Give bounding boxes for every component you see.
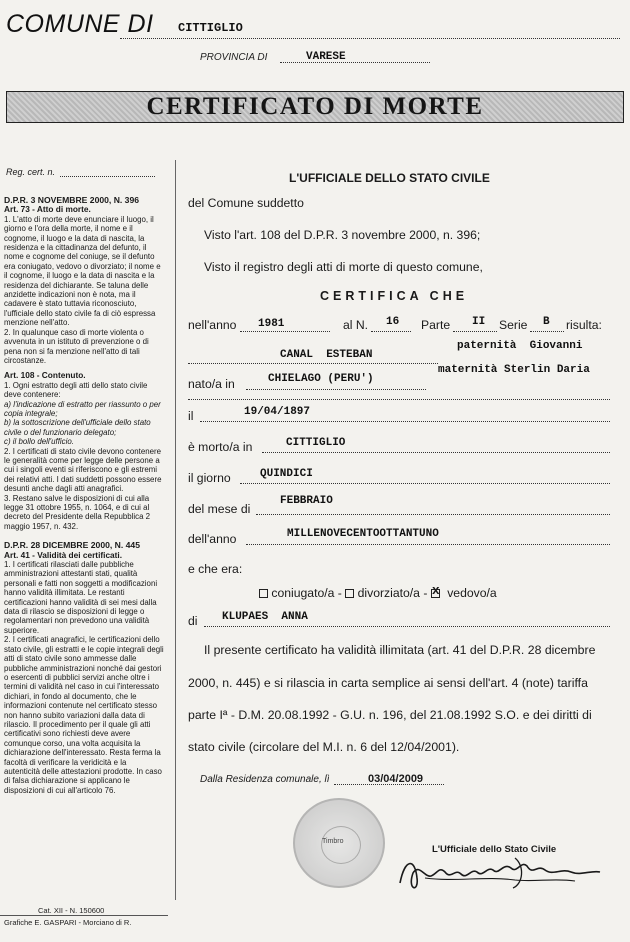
parte-label: Parte [421, 318, 451, 332]
comune-label: COMUNE DI [6, 10, 154, 38]
nato-dotted-line [246, 389, 426, 390]
catalog-number: Cat. XII - N. 150600 [38, 906, 105, 915]
provincia-label: PROVINCIA DI [200, 52, 268, 63]
coniugato-label: coniugato/a - [271, 586, 342, 600]
art108-paragraph-2: 2. I certificati di stato civile devono contenere le generalità come per legge delle persone a cui i singoli eventi si riferiscono e gli estremi dei relativi atti. I dati suddetti possono essere desunti anche dagli atti anagrafici. [4, 446, 162, 494]
mese-value: FEBBRAIO [280, 495, 333, 507]
art108-title: Art. 108 - Contenuto. [4, 370, 86, 381]
reg-cert-dotted-line [60, 176, 155, 177]
signature-title: L'Ufficiale dello Stato Civile [432, 844, 557, 855]
validity-line-3: parte Iª - D.M. 20.08.1992 - G.U. n. 196, del 21.08.1992 S.O. e dei diritti di [188, 708, 592, 722]
il-label: il [188, 409, 194, 423]
parte-value: II [472, 316, 486, 328]
serie-label: Serie [499, 318, 528, 332]
art41-title: Art. 41 - Validità dei certificati. [4, 549, 123, 560]
di-dotted-line [204, 626, 610, 627]
art41-paragraph-1: 1. I certificati rilasciati dalle pubbliche amministrazioni attestanti stati, qualità personali e fatti non soggetti a modificazioni hanno validità illimitata. Le restanti certificazioni hanno validità di sei mesi dalla data di rilascio se disposizioni di legge o regolamentari non prevedono una validità superiore. [4, 560, 158, 635]
footer-rule [0, 915, 168, 916]
name-value: CANAL ESTEBAN [280, 349, 373, 361]
anno-value: 1981 [258, 318, 285, 330]
mese-label: del mese di [188, 502, 251, 516]
vedovo-checkbox[interactable] [431, 583, 440, 598]
il-dotted-line [200, 421, 610, 422]
printer-credit: Grafiche E. GASPARI - Morciano di R. [4, 918, 132, 927]
validity-line-1: Il presente certificato ha validità illimitata (art. 41 del D.P.R. 28 dicembre [204, 643, 596, 657]
di-label: di [188, 614, 198, 628]
line-comune: del Comune suddetto [188, 196, 304, 210]
di-value: KLUPAES ANNA [222, 611, 308, 623]
era-label: e che era: [188, 562, 243, 576]
reg-cert-label: Reg. cert. n. [6, 167, 56, 177]
parte-dotted-line [453, 331, 497, 332]
comune-dotted-line [120, 38, 620, 39]
officer-signature [395, 848, 605, 898]
residenza-value: 03/04/2009 [368, 773, 424, 785]
nato-label: nato/a in [188, 377, 235, 391]
art108-paragraph-1: 1. Ogni estratto degli atti dello stato civile deve contenere: [4, 380, 148, 400]
provincia-dotted-line [280, 62, 430, 63]
n-dotted-line [371, 331, 411, 332]
anno-dotted-line [240, 331, 330, 332]
risulta-label: risulta: [566, 318, 602, 332]
legal-notes [4, 196, 164, 795]
document-title: CERTIFICATO DI MORTE [146, 93, 484, 120]
vedovo-label: vedovo/a [447, 586, 497, 600]
mese-dotted-line [256, 514, 610, 515]
danno-label: dell'anno [188, 532, 237, 546]
art73-paragraph-1: 1. L'atto di morte deve enunciare il luogo, il giorno e l'ora della morte, il nome e il cognome, il luogo e la data di nascita, la residenza e la cittadinanza del defunto, il nome e cognome del coniuge, se il defunto era coniugato, vedovo o divorziato; il nome e il cognome, il luogo e la data di nascita e la residenza del dichiarante. Se taluna delle anzidette indicazioni non è nota, ma il cadavere è stato tuttavia riconosciuto, l'ufficiale dello stato civile fa di ciò espressa menzione nell'atto. [4, 214, 161, 328]
law2-title: D.P.R. 28 DICEMBRE 2000, N. 445 [4, 540, 140, 551]
stamp-label: Timbro [322, 838, 344, 845]
line-visto-1: Visto l'art. 108 del D.P.R. 3 novembre 2000, n. 396; [204, 228, 481, 242]
officer-title: L'UFFICIALE DELLO STATO CIVILE [289, 171, 490, 185]
status-row [259, 583, 497, 600]
art73-paragraph-2: 2. In qualunque caso di morte violenta o avvenuta in un istituto di prevenzione o di pena non si fa menzione nell'atto di tali circostanze. [4, 327, 149, 365]
coniugato-checkbox[interactable] [259, 589, 268, 598]
provincia-value: VARESE [306, 51, 346, 63]
validity-line-2: 2000, n. 445) e si rilascia in carta semplice ai sensi dell'art. 4 (note) tariffa [188, 676, 588, 690]
line-visto-2: Visto il registro degli atti di morte di questo comune, [204, 260, 483, 274]
divorziato-label: divorziato/a - [357, 586, 428, 600]
anno-label: nell'anno [188, 318, 237, 332]
certifica-heading: CERTIFICA CHE [320, 289, 469, 303]
serie-value: B [543, 316, 550, 328]
column-divider [175, 160, 176, 900]
nato-value: CHIELAGO (PERU') [268, 373, 374, 385]
danno-dotted-line [246, 544, 610, 545]
art108-item-c: c) il bollo dell'ufficio. [4, 437, 74, 447]
nato-rule [188, 399, 610, 400]
morto-label: è morto/a in [188, 440, 253, 454]
serie-dotted-line [530, 331, 564, 332]
maternita-value: maternità Sterlin Daria [438, 364, 590, 376]
n-value: 16 [386, 316, 400, 328]
morto-value: CITTIGLIO [286, 437, 346, 449]
n-label: al N. [343, 318, 369, 332]
art108-paragraph-3: 3. Restano salve le disposizioni di cui alla legge 31 ottobre 1955, n. 1064, e di cui al decreto del Presidente della Repubblica 2 maggio 1957, n. 432. [4, 493, 151, 531]
art41-paragraph-2: 2. I certificati anagrafici, le certificazioni dello stato civile, gli estratti e le copie integrali degli atti di stato civile sono ammesse dalle pubbliche amministrazioni nonché dai gestori o esercenti di pubblici servizi anche oltre i termini di validità nel caso in cui l'interessato dichiari, in fondo al documento, che le informazioni contenute nel certificato stesso non hanno subito variazioni dalla data di rilascio. Il procedimento per il quale gli atti certificativi sono richiesti deve avere comunque corso, una volta acquisita la dichiarazione dell'interessato. Resta ferma la facoltà di verificare la veridicità e la autenticità delle attestazioni prodotte. In caso di falsa dichiarazione si applicano le disposizioni di cui all'articolo 76. [4, 635, 164, 795]
paternita-value: paternità Giovanni [457, 340, 583, 352]
art108-item-a: a) l'indicazione di estratto per riassunto o per copia integrale; [4, 399, 161, 418]
law1-title: D.P.R. 3 NOVEMBRE 2000, N. 396 [4, 195, 140, 205]
art108-item-b: b) la sottoscrizione dell'ufficiale dello stato civile o del funzionario delegato; [4, 418, 151, 437]
giorno-value: QUINDICI [260, 468, 313, 480]
title-banner [6, 91, 624, 123]
comune-value: CITTIGLIO [178, 21, 243, 35]
morto-dotted-line [262, 452, 610, 453]
il-value: 19/04/1897 [244, 406, 311, 418]
validity-line-4: stato civile (circolare del M.I. n. 6 del 12/04/2001). [188, 740, 460, 754]
divorziato-checkbox[interactable] [345, 589, 354, 598]
residenza-label: Dalla Residenza comunale, lì [200, 774, 330, 785]
giorno-label: il giorno [188, 471, 231, 485]
vedovo-check-mark: x [431, 583, 440, 598]
giorno-dotted-line [240, 483, 610, 484]
art73-title: Art. 73 - Atto di morte. [4, 204, 91, 215]
name-dotted-line [188, 363, 438, 364]
danno-value: MILLENOVECENTOOTTANTUNO [287, 528, 439, 540]
